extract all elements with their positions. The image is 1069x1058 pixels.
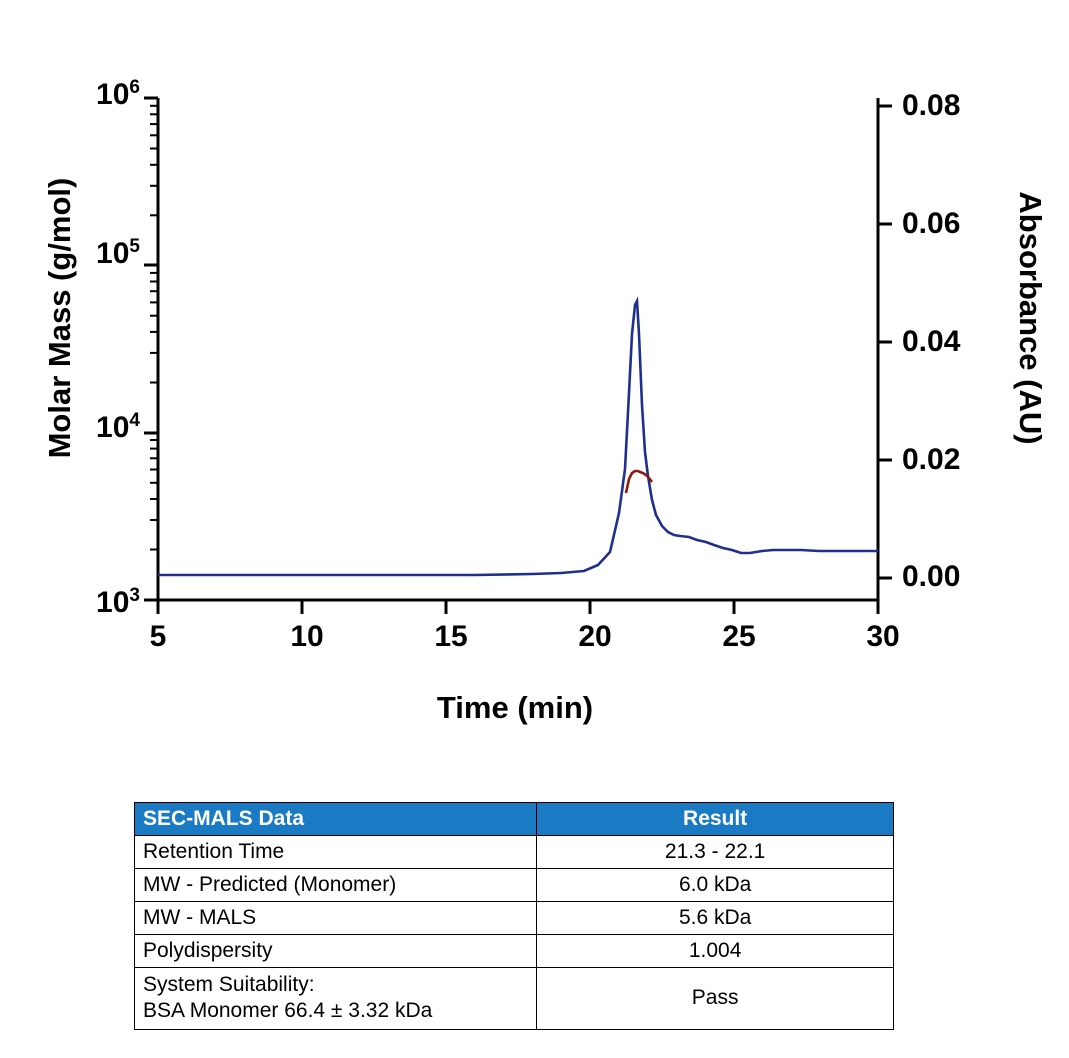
x-tick-15: 15 [434, 620, 468, 653]
table-row [135, 935, 894, 968]
row-label: Polydispersity [135, 935, 537, 968]
x-tick-10: 10 [290, 620, 324, 653]
row-value: 1.004 [537, 935, 894, 968]
y-left-tick-1e5: $10^5$ [96, 236, 140, 270]
y-left-tick-1e4: $10^4$ [96, 410, 140, 444]
table-row [135, 869, 894, 902]
y-right-tick-0.02: 0.02 [902, 443, 961, 476]
y-right-tick-0.06: 0.06 [902, 207, 961, 240]
y-left-tick-1e6: $10^6$ [96, 77, 140, 111]
y-right-tick-0.08: 0.08 [902, 89, 961, 122]
table-header-row [135, 803, 894, 836]
row-label: Retention Time [135, 836, 537, 869]
row-label-line2: BSA Monomer 66.4 ± 3.32 kDa [143, 999, 433, 1023]
uv-absorbance-trace [158, 301, 878, 575]
x-tick-20: 20 [578, 620, 612, 653]
table-row [135, 902, 894, 935]
x-tick-5: 5 [149, 620, 167, 653]
row-label-multiline [135, 968, 537, 1030]
y-left-tick-1e3: $10^3$ [96, 585, 140, 619]
row-value: 21.3 - 22.1 [537, 836, 894, 869]
row-value: Pass [537, 968, 894, 1030]
table-header-result: Result [537, 803, 894, 836]
x-tick-25: 25 [722, 620, 756, 653]
y-right-tick-0.04: 0.04 [902, 325, 961, 358]
y-axis-left-title: Molar Mass (g/mol) [42, 177, 77, 459]
right-axis-ticks [878, 106, 892, 578]
row-label: MW - Predicted (Monomer) [135, 869, 537, 902]
x-axis-ticks [158, 600, 878, 614]
x-axis-title: Time (min) [436, 690, 594, 725]
left-axis-ticks [144, 98, 158, 600]
x-tick-30: 30 [866, 620, 900, 653]
y-axis-right-title: Absorbance (AU) [1013, 191, 1048, 445]
row-label-line1: System Suitability: [143, 973, 315, 996]
table-row [135, 968, 894, 1030]
table-header-label: SEC-MALS Data [135, 803, 537, 836]
table-row [135, 836, 894, 869]
row-value: 6.0 kDa [537, 869, 894, 902]
row-label: MW - MALS [135, 902, 537, 935]
sec-mals-data-table [134, 802, 894, 1030]
row-value: 5.6 kDa [537, 902, 894, 935]
y-right-tick-0.00: 0.00 [902, 560, 961, 593]
